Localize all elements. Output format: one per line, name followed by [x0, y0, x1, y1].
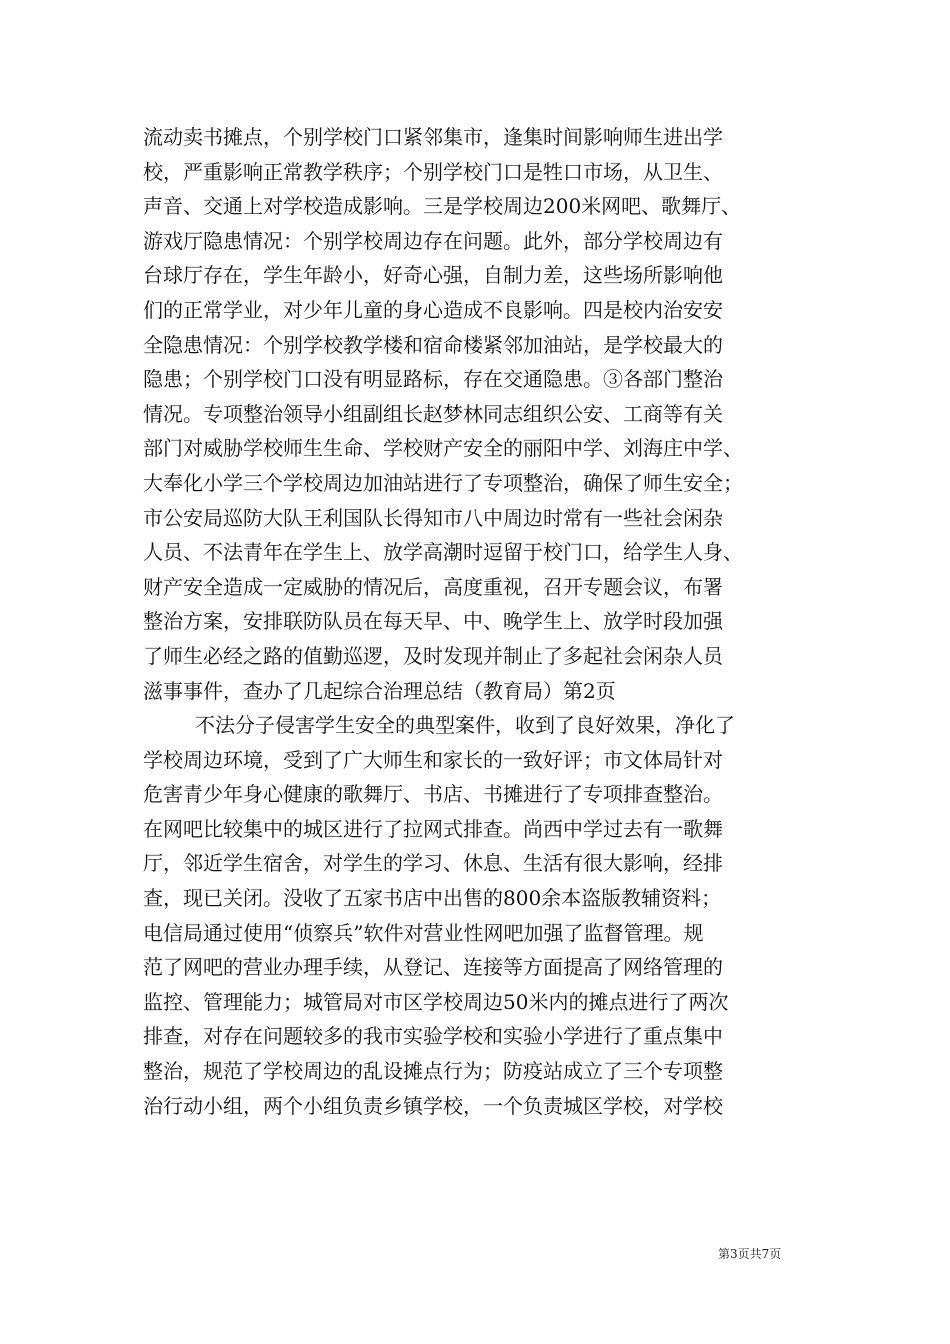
text-line: 危害青少年身心健康的歌舞厅、书店、书摊进行了专项排查整治。	[143, 782, 723, 807]
page-number: 第3页共7页	[718, 1247, 782, 1261]
text-line: 情况。专项整治领导小组副组长赵梦林同志组织公安、工商等有关	[143, 401, 723, 426]
text-line: 整治，规范了学校周边的乱设摊点行为；防疫站成立了三个专项整	[143, 1059, 723, 1084]
text-line: 市公安局巡防大队王利国队长得知市八中周边时常有一些社会闲杂	[143, 505, 723, 530]
text-line: 游戏厅隐患情况：个别学校周边存在问题。此外，部分学校周边有	[143, 228, 723, 253]
text-line: 了师生必经之路的值勤巡逻，及时发现并制止了多起社会闲杂人员	[143, 643, 723, 668]
text-line: 监控、管理能力；城管局对市区学校周边50米内的摊点进行了两次	[143, 989, 729, 1014]
text-line: 学校周边环境，受到了广大师生和家长的一致好评；市文体局针对	[143, 747, 723, 772]
text-line: 厅，邻近学生宿舍，对学生的学习、休息、生活有很大影响，经排	[143, 851, 723, 876]
text-line: 滋事事件，查办了几起综合治理总结（教育局）第2页	[143, 678, 616, 703]
text-line: 部门对威胁学校师生生命、学校财产安全的丽阳中学、刘海庄中学、	[143, 436, 743, 461]
text-line: 排查，对存在问题较多的我市实验学校和实验小学进行了重点集中	[143, 1024, 723, 1049]
document-body	[143, 120, 813, 1123]
paragraph-start-line: 不法分子侵害学生安全的典型案件，收到了良好效果，净化了	[195, 713, 735, 738]
text-line: 声音、交通上对学校造成影响。三是学校周边200米网吧、歌舞厅、	[143, 194, 742, 219]
text-line: 全隐患情况：个别学校教学楼和宿命楼紧邻加油站，是学校最大的	[143, 332, 723, 357]
text-line: 电信局通过使用“侦察兵”软件对营业性网吧加强了监督管理。规	[143, 920, 704, 945]
text-line: 范了网吧的营业办理手续，从登记、连接等方面提高了网络管理的	[143, 955, 723, 980]
text-line: 流动卖书摊点，个别学校门口紧邻集市，逢集时间影响师生进出学	[143, 125, 723, 149]
text-line: 大奉化小学三个学校周边加油站进行了专项整治，确保了师生安全；	[143, 470, 743, 495]
text-line: 人员、不法青年在学生上、放学高潮时逗留于校门口，给学生人身、	[143, 540, 743, 565]
text-line: 查，现已关闭。没收了五家书店中出售的800余本盗版教辅资料；	[143, 886, 722, 911]
text-line: 台球厅存在，学生年龄小，好奇心强，自制力差，这些场所影响他	[143, 263, 723, 288]
text-line: 治行动小组，两个小组负责乡镇学校，一个负责城区学校，对学校	[143, 1093, 723, 1118]
text-line: 校，严重影响正常教学秩序；个别学校门口是牲口市场，从卫生、	[143, 159, 723, 184]
text-line: 隐患；个别学校门口没有明显路标，存在交通隐患。③各部门整治	[143, 367, 723, 392]
text-line: 们的正常学业，对少年儿童的身心造成不良影响。四是校内治安安	[143, 297, 723, 322]
text-line: 整治方案，安排联防队员在每天早、中、晚学生上、放学时段加强	[143, 609, 723, 634]
text-line: 财产安全造成一定威胁的情况后，高度重视，召开专题会议，布署	[143, 574, 723, 599]
text-line: 在网吧比较集中的城区进行了拉网式排查。尚西中学过去有一歌舞	[143, 816, 723, 841]
